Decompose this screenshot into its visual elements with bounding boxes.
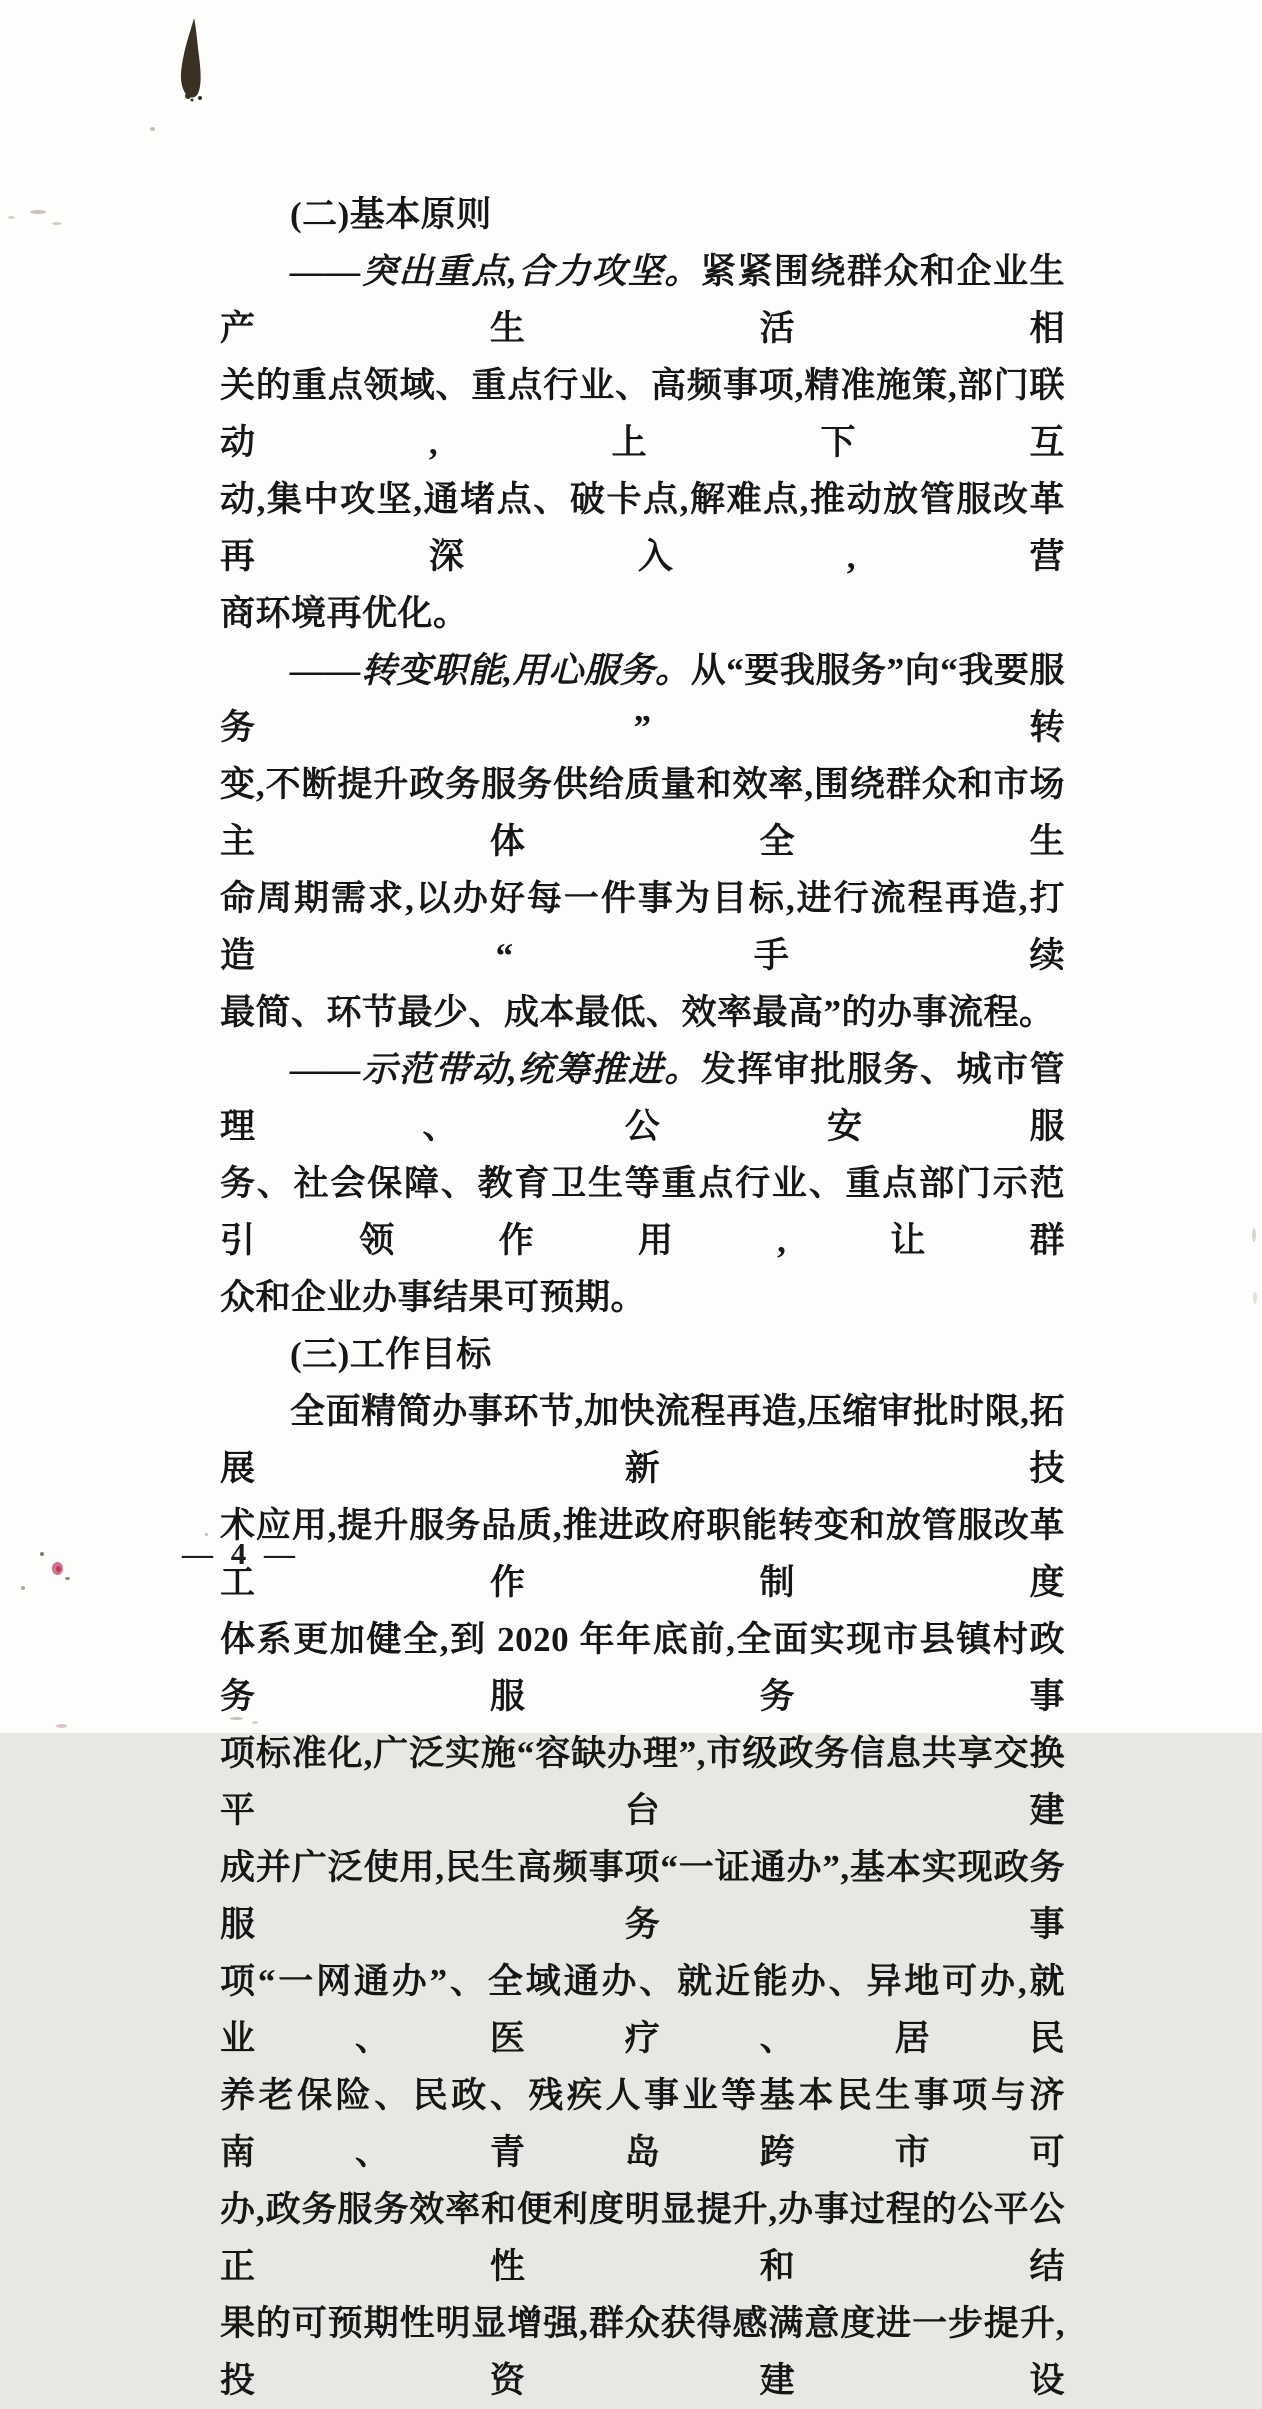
line-text: 命周期需求,以办好每一件事为目标,进行流程再造,打造“手续 bbox=[220, 879, 1065, 975]
text-line bbox=[220, 1611, 1065, 1725]
text-line bbox=[220, 870, 1065, 984]
scan-speck bbox=[30, 210, 46, 214]
line-text: (二)基本原则 bbox=[290, 195, 492, 234]
line-text: 办,政务服务效率和便利度明显提升,办事过程的公平公正性和结 bbox=[220, 2190, 1065, 2286]
line-text: 项标准化,广泛实施“容缺办理”,市级政务信息共享交换平台建 bbox=[220, 1734, 1065, 1830]
text-line bbox=[220, 585, 1065, 642]
line-text: 众和企业办事结果可预期。 bbox=[220, 1278, 647, 1317]
text-line bbox=[220, 357, 1065, 471]
text-line bbox=[220, 1041, 1065, 1155]
scan-speck bbox=[52, 222, 62, 225]
text-line bbox=[220, 2181, 1065, 2295]
line-text: 养老保险、民政、残疾人事业等基本民生事项与济南、青岛跨市可 bbox=[220, 2076, 1065, 2172]
text-line bbox=[220, 1953, 1065, 2067]
scan-speck bbox=[150, 127, 155, 131]
line-text: 发挥审批服务、城市管理、公安服 bbox=[220, 1050, 1065, 1146]
scan-speck bbox=[56, 1724, 67, 1728]
scan-speck bbox=[21, 1586, 25, 1590]
paragraph-lead: ——突出重点,合力攻坚。 bbox=[290, 252, 701, 291]
scan-speck bbox=[1253, 1292, 1257, 1304]
text-line bbox=[220, 1497, 1065, 1611]
section-heading bbox=[220, 1326, 1065, 1383]
scan-speck bbox=[230, 1717, 243, 1720]
scan-speck bbox=[205, 1533, 208, 1536]
page-number: — 4 — bbox=[182, 1536, 300, 1571]
text-line bbox=[220, 2295, 1065, 2409]
text-line bbox=[220, 984, 1065, 1041]
line-text: 从“要我服务”向“我要服务”转 bbox=[220, 651, 1065, 747]
line-text: 全面精简办事环节,加快流程再造,压缩审批时限,拓展新技 bbox=[220, 1392, 1065, 1488]
paragraph-lead: ——示范带动,统筹推进。 bbox=[290, 1050, 701, 1089]
line-text: 最简、环节最少、成本最低、效率最高”的办事流程。 bbox=[220, 993, 1055, 1032]
text-line bbox=[220, 1383, 1065, 1497]
text-line bbox=[220, 1155, 1065, 1269]
ink-smudge bbox=[176, 16, 210, 102]
text-line bbox=[220, 1725, 1065, 1839]
line-text: 动,集中攻坚,通堵点、破卡点,解难点,推动放管服改革再深入,营 bbox=[220, 480, 1065, 576]
line-text: 成并广泛使用,民生高频事项“一证通办”,基本实现政务服务事 bbox=[220, 1848, 1065, 1944]
line-text: 术应用,提升服务品质,推进政府职能转变和放管服改革工作制度 bbox=[220, 1506, 1065, 1602]
scan-speck bbox=[40, 1552, 44, 1556]
scan-speck bbox=[252, 1721, 258, 1724]
line-text: 商环境再优化。 bbox=[220, 594, 469, 633]
scan-speck bbox=[56, 1566, 61, 1572]
line-text: 体系更加健全,到 2020 年年底前,全面实现市县镇村政务服务事 bbox=[220, 1620, 1065, 1716]
scan-speck bbox=[65, 1577, 70, 1580]
paragraph-lead: ——转变职能,用心服务。 bbox=[290, 651, 691, 690]
text-line bbox=[220, 642, 1065, 756]
text-line bbox=[220, 243, 1065, 357]
text-line bbox=[220, 1269, 1065, 1326]
text-line bbox=[220, 471, 1065, 585]
line-text: 果的可预期性明显增强,群众获得感满意度进一步提升,投资建设 bbox=[220, 2304, 1065, 2400]
line-text: (三)工作目标 bbox=[290, 1335, 492, 1374]
text-line bbox=[220, 1839, 1065, 1953]
text-line bbox=[220, 2067, 1065, 2181]
section-heading bbox=[220, 186, 1065, 243]
line-text: 变,不断提升政务服务供给质量和效率,围绕群众和市场主体全生 bbox=[220, 765, 1065, 861]
text-line bbox=[220, 756, 1065, 870]
line-text: 紧紧围绕群众和企业生产生活相 bbox=[220, 252, 1065, 348]
line-text: 关的重点领域、重点行业、高频事项,精准施策,部门联动,上下互 bbox=[220, 366, 1065, 462]
line-text: 务、社会保障、教育卫生等重点行业、重点部门示范引领作用,让群 bbox=[220, 1164, 1065, 1260]
scan-speck bbox=[8, 216, 15, 219]
scan-speck bbox=[1252, 1228, 1256, 1242]
document-body bbox=[220, 186, 1065, 2409]
line-text: 项“一网通办”、全域通办、就近能办、异地可办,就业、医疗、居民 bbox=[220, 1962, 1065, 2058]
